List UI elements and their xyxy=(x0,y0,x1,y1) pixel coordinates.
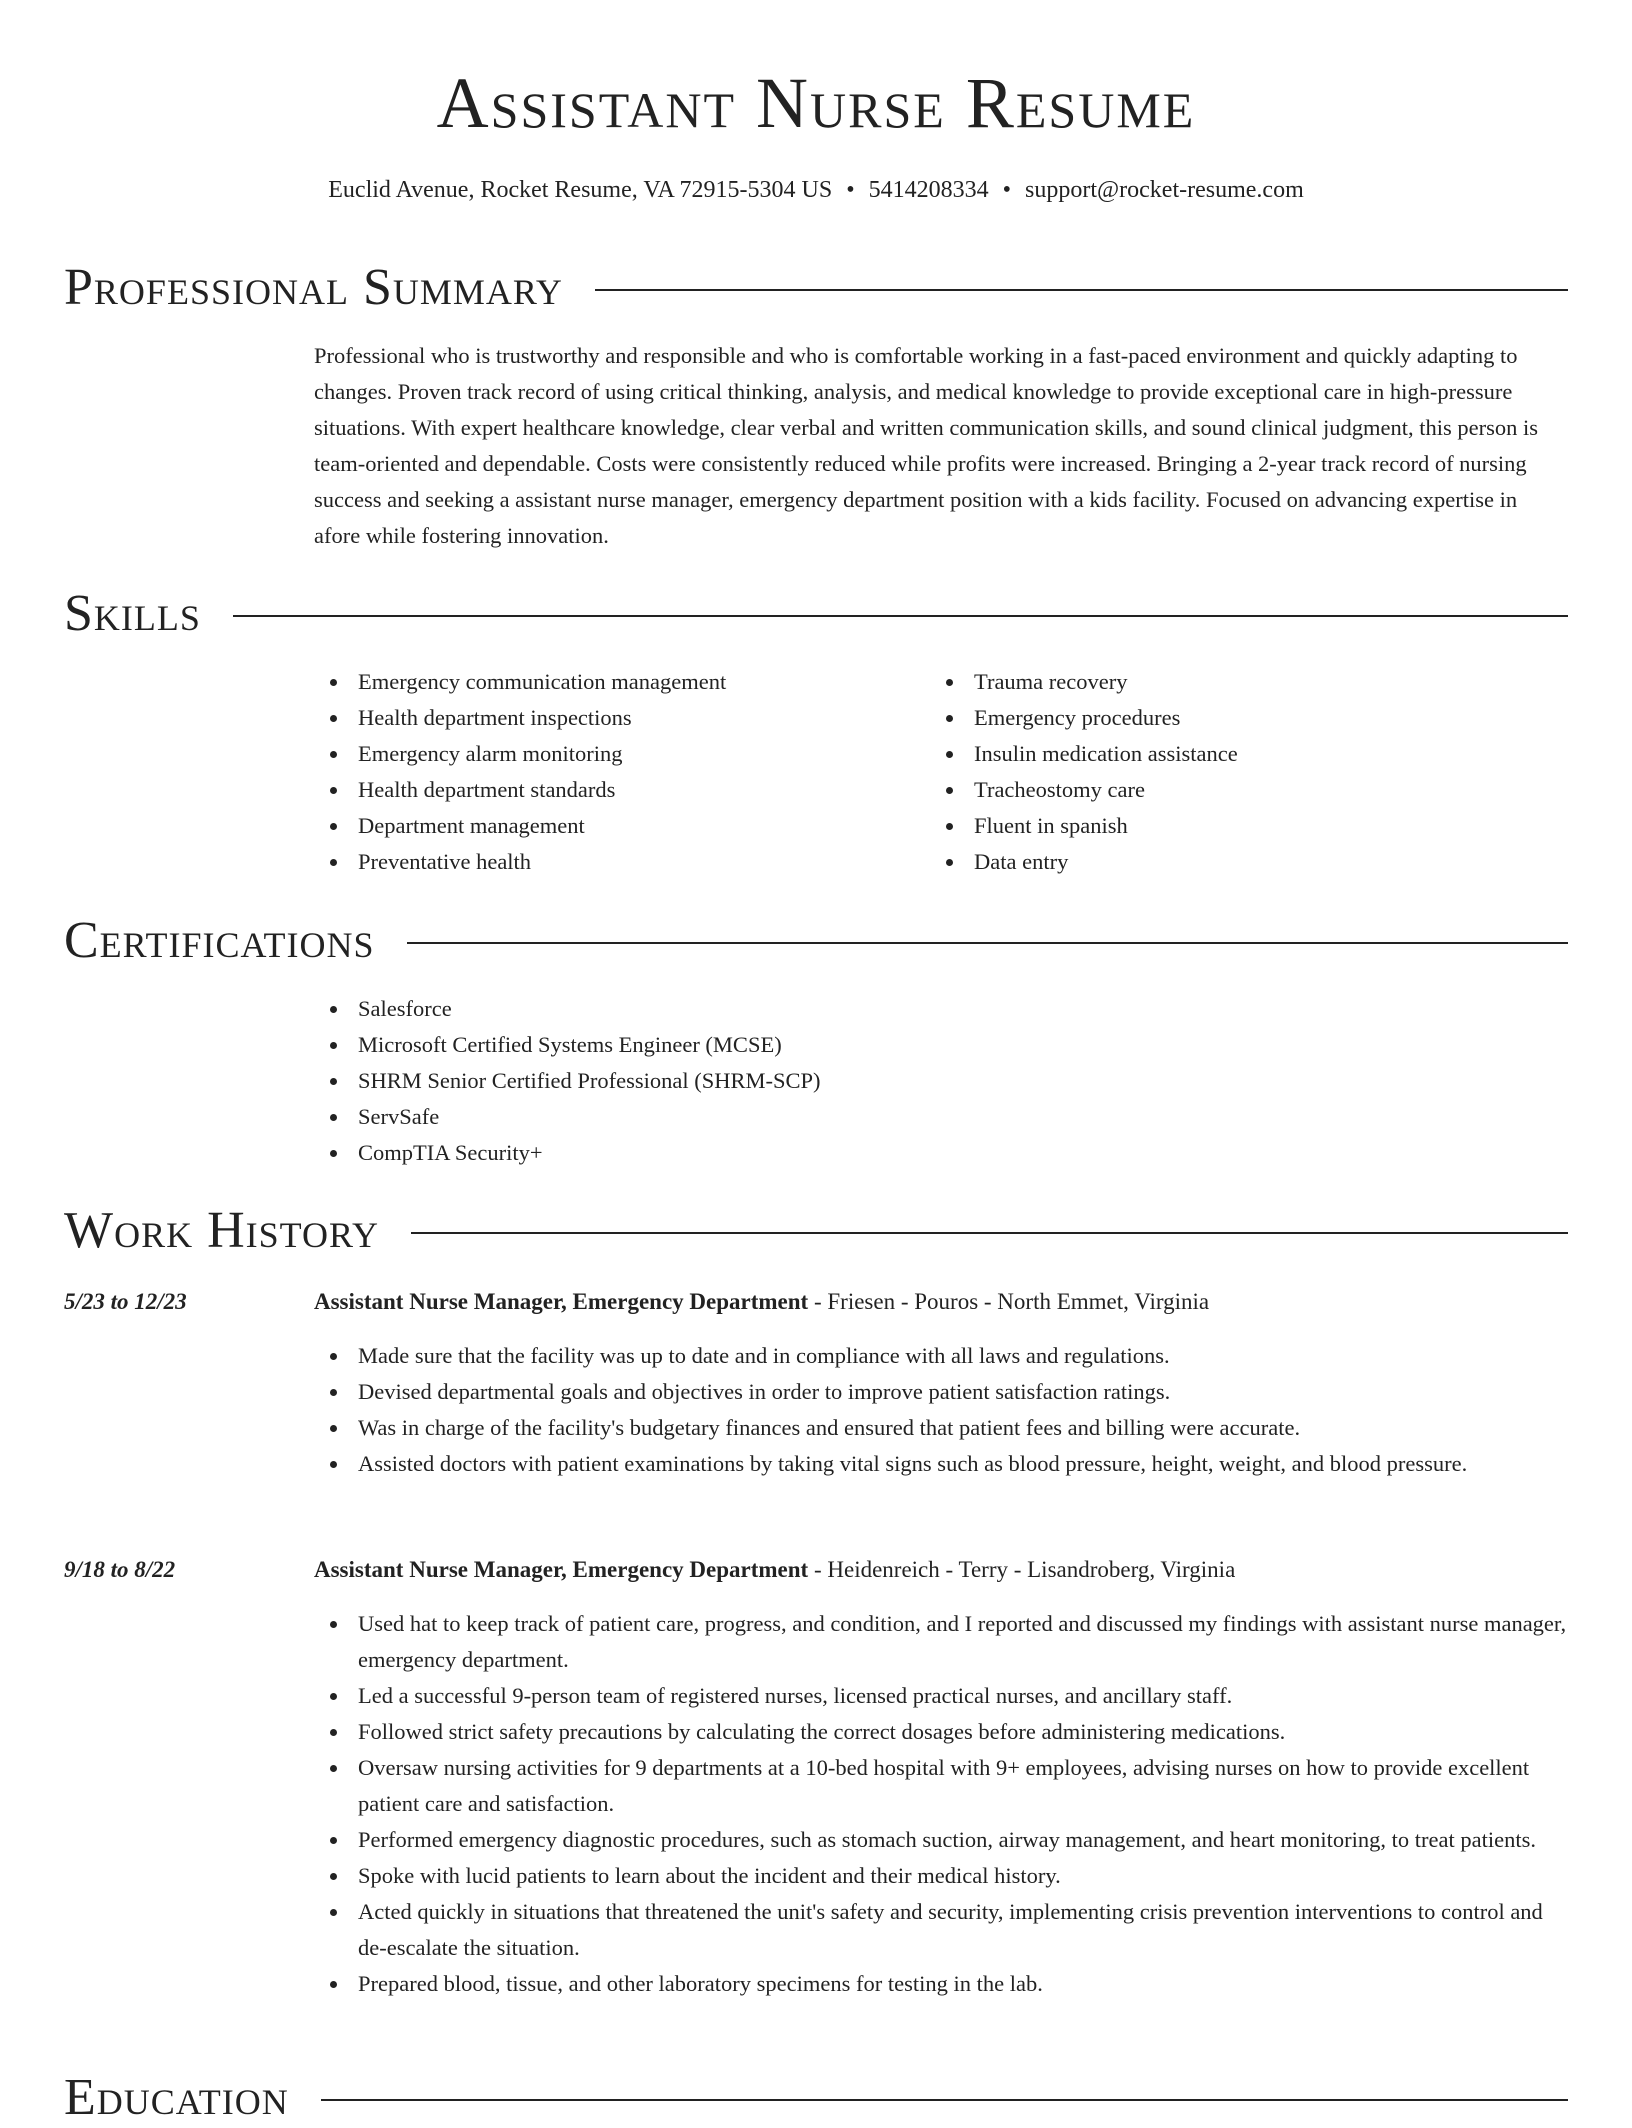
job-duties xyxy=(314,1338,1568,1482)
section-divider xyxy=(321,2099,1568,2101)
skills-list-right xyxy=(930,664,1530,880)
skills-left-column xyxy=(314,664,914,880)
certifications-column xyxy=(314,991,1568,1171)
job-duty-item: Made sure that the facility was up to date and in compliance with all laws and regulations. xyxy=(314,1338,1568,1374)
section-divider xyxy=(407,942,1568,944)
contact-separator: • xyxy=(846,177,855,203)
certifications-section-header xyxy=(64,911,1568,971)
skill-item: Emergency alarm monitoring xyxy=(314,736,914,772)
job-duty-item: Followed strict safety precautions by calculating the correct dosages before administering medications. xyxy=(314,1714,1568,1750)
job-role: Assistant Nurse Manager, Emergency Department xyxy=(314,1289,809,1314)
work-section-header xyxy=(64,1201,1568,1261)
skill-item: Insulin medication assistance xyxy=(930,736,1530,772)
skill-item: Tracheostomy care xyxy=(930,772,1530,808)
certification-item: ServSafe xyxy=(314,1099,1568,1135)
job-role: Assistant Nurse Manager, Emergency Department xyxy=(314,1557,809,1582)
skills-section-header xyxy=(64,584,1568,644)
certification-item: Salesforce xyxy=(314,991,1568,1027)
skills-list-left xyxy=(314,664,914,880)
section-divider xyxy=(595,289,1568,291)
contact-address: Euclid Avenue, Rocket Resume, VA 72915-5304 US xyxy=(328,177,833,203)
job-duty-item: Assisted doctors with patient examinations by taking vital signs such as blood pressure, height, weight, and blood pressure. xyxy=(314,1446,1568,1482)
contact-email: support@rocket-resume.com xyxy=(1025,177,1304,203)
contact-phone: 5414208334 xyxy=(868,177,989,203)
section-divider xyxy=(411,1232,1568,1234)
job-dates: 9/18 to 8/22 xyxy=(64,1557,176,1582)
job-employer: - Friesen - Pouros - North Emmet, Virginia xyxy=(808,1289,1210,1314)
job-title-line xyxy=(314,1552,1568,1588)
job-duties xyxy=(314,1606,1568,2002)
skill-item: Health department inspections xyxy=(314,700,914,736)
skill-item: Trauma recovery xyxy=(930,664,1530,700)
contact-line xyxy=(0,174,1632,206)
job-duty-item: Was in charge of the facility's budgetary finances and ensured that patient fees and billing were accurate. xyxy=(314,1410,1568,1446)
section-divider xyxy=(233,615,1568,617)
summary-section-header xyxy=(64,258,1568,318)
skill-item: Health department standards xyxy=(314,772,914,808)
skill-item: Data entry xyxy=(930,844,1530,880)
skill-item: Emergency communication management xyxy=(314,664,914,700)
job-duties-list xyxy=(314,1606,1568,2002)
job-title-line xyxy=(314,1284,1568,1320)
skills-right-column xyxy=(930,664,1530,880)
job-duty-item: Prepared blood, tissue, and other laboratory specimens for testing in the lab. xyxy=(314,1966,1568,2002)
summary-text: Professional who is trustworthy and responsible and who is comfortable working in a fast-paced environment and quickly adapting to changes. Proven track record of using critical thinking, analysis, and medical knowledge to provide exceptional care in high-pressure situations. With expert healthcare knowledge, clear verbal and written communication skills, and sound clinical judgment, this person is team-oriented and dependable. Costs were consistently reduced while profits were increased. Bringing a 2-year track record of nursing success and seeking a assistant nurse manager, emergency department position with a kids facility. Focused on advancing expertise in afore while fostering innovation. xyxy=(314,343,1538,548)
skill-item: Fluent in spanish xyxy=(930,808,1530,844)
skill-item: Preventative health xyxy=(314,844,914,880)
summary-heading: Professional Summary xyxy=(64,259,563,316)
skill-item: Emergency procedures xyxy=(930,700,1530,736)
certification-item: CompTIA Security+ xyxy=(314,1135,1568,1171)
work-heading: Work History xyxy=(64,1202,380,1259)
education-section-header xyxy=(64,2068,1568,2128)
contact-separator: • xyxy=(1002,177,1012,203)
job-dates: 5/23 to 12/23 xyxy=(64,1289,187,1314)
certification-item: SHRM Senior Certified Professional (SHRM-SCP) xyxy=(314,1063,1568,1099)
job-duty-item: Acted quickly in situations that threatened the unit's safety and security, implementing crisis prevention interventions to control and de-escalate the situation. xyxy=(314,1894,1568,1966)
resume-title: Assistant Nurse Resume xyxy=(436,63,1196,143)
skills-heading: Skills xyxy=(64,585,201,642)
job-duty-item: Led a successful 9-person team of registered nurses, licensed practical nurses, and ancillary staff. xyxy=(314,1678,1568,1714)
job-employer: - Heidenreich - Terry - Lisandroberg, Virginia xyxy=(808,1557,1236,1582)
education-heading: Education xyxy=(64,2069,289,2126)
job-duty-item: Used hat to keep track of patient care, progress, and condition, and I reported and discussed my findings with assistant nurse manager, emergency department. xyxy=(314,1606,1568,1678)
job-duty-item: Performed emergency diagnostic procedures, such as stomach suction, airway management, and heart monitoring, to treat patients. xyxy=(314,1822,1568,1858)
job-duty-item: Spoke with lucid patients to learn about the incident and their medical history. xyxy=(314,1858,1568,1894)
certifications-list xyxy=(314,991,1568,1171)
job-duty-item: Oversaw nursing activities for 9 departments at a 10-bed hospital with 9+ employees, advising nurses on how to provide excellent patient care and satisfaction. xyxy=(314,1750,1568,1822)
skill-item: Department management xyxy=(314,808,914,844)
job-duties-list xyxy=(314,1338,1568,1482)
certifications-heading: Certifications xyxy=(64,912,375,969)
job-duty-item: Devised departmental goals and objectives in order to improve patient satisfaction ratings. xyxy=(314,1374,1568,1410)
certification-item: Microsoft Certified Systems Engineer (MCSE) xyxy=(314,1027,1568,1063)
